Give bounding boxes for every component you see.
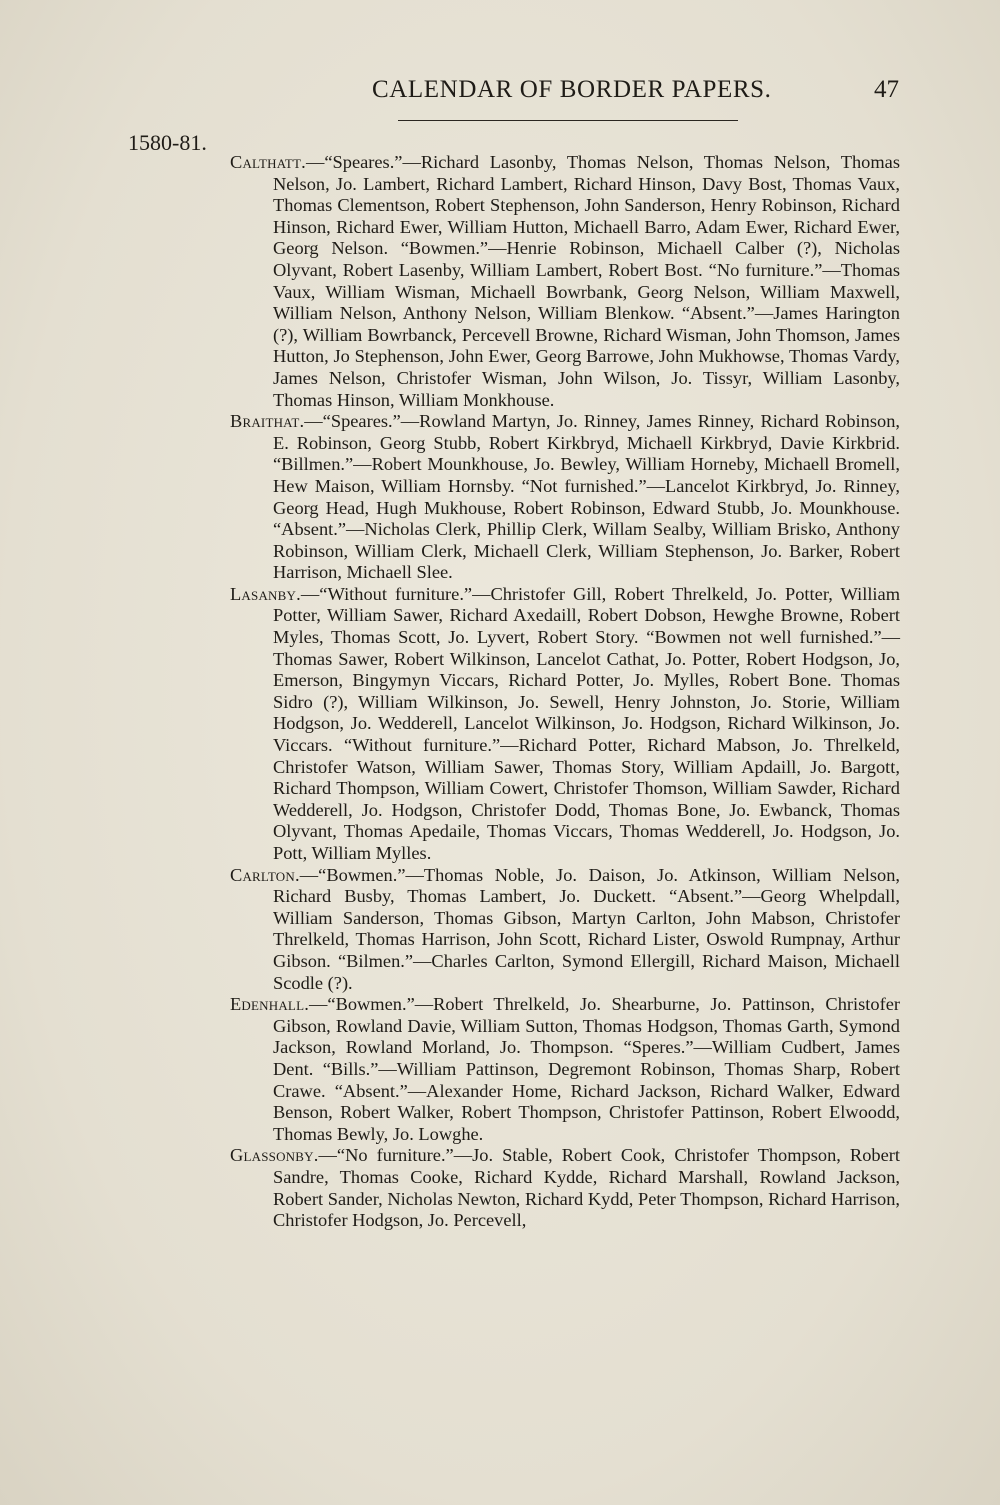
entry-text: —“Bowmen.”—Robert Threlkeld, Jo. Shearburne, Jo. Pattinson, Christofer Gibson, Rowland Davie, William Sutton, Thomas Hodgson, Thomas Garth, Symond Jackson, Rowland Morland, Jo. Thompson. “Speres.”—William Cudbert, James Dent. “Bills.”—William Pattinson, Degremont Robinson, Thomas Sharp, Robert Crawe. “Absent.”—Alexander Home, Richard Jackson, Richard Walker, Edward Benson, Robert Walker, Robert Thompson, Christofer Pattinson, Robert Elwoodd, Thomas Bewly, Jo. Lowghe.	[273, 994, 900, 1144]
place-name: Calthatt.	[230, 152, 306, 172]
header-rule	[398, 120, 738, 121]
entry-carlton	[230, 865, 900, 995]
place-name: Carlton.	[230, 864, 300, 885]
entry-text: —“No furniture.”—Jo. Stable, Robert Cook, Christofer Thompson, Robert Sandre, Thomas Cooke, Richard Kydde, Richard Marshall, Rowland Jackson, Robert Sander, Nicholas Newton, Richard Kydd, Peter Thompson, Richard Harrison, Christofer Hodgson, Jo. Percevell,	[273, 1145, 900, 1231]
place-name: Edenhall.	[230, 994, 310, 1015]
running-title: CALENDAR OF BORDER PAPERS.	[372, 76, 772, 103]
entry-edenhall	[230, 994, 900, 1145]
running-head	[0, 76, 1000, 112]
entries-list	[230, 152, 900, 1232]
entry-glassonby	[230, 1145, 900, 1231]
entry-text: —“Speares.”—Richard Lasonby, Thomas Nelson, Thomas Nelson, Thomas Nelson, Jo. Lambert, Richard Lambert, Richard Hinson, Davy Bost, Thomas Vaux, Thomas Clementson, Robert Stephenson, John Sanderson, Henry Robinson, Richard Hinson, Richard Ewer, William Hutton, Michaell Barro, Adam Ewer, Richard Ewer, Georg Nelson. “Bowmen.”—Henrie Robinson, Michaell Calber (?), Nicholas Olyvant, Robert Lasenby, William Lambert, Robert Bost. “No furniture.”—Thomas Vaux, William Wisman, Michaell Bowrbank, Georg Nelson, William Maxwell, William Nelson, Anthony Nelson, William Blenkow. “Absent.”—James Harington (?), William Bowrbanck, Percevell Browne, Richard Wisman, John Thomson, James Hutton, Jo Stephenson, John Ewer, Georg Barrowe, John Mukhowse, Thomas Vardy, James Nelson, Christofer Wisman, John Wilson, Jo. Tissyr, William Lasonby, Thomas Hinson, William Monkhouse.	[273, 152, 900, 410]
page-number: 47	[874, 76, 899, 103]
entry-text: —“Without furniture.”—Christofer Gill, Robert Threlkeld, Jo. Potter, William Potter, William Sawer, Richard Axedaill, Robert Dobson, Hewghe Browne, Robert Myles, Thomas Scott, Jo. Lyvert, Robert Story. “Bowmen not well furnished.”—Thomas Sawer, Robert Wilkinson, Lancelot Cathat, Jo. Potter, Robert Hodgson, Jo, Emerson, Bingymyn Viccars, Richard Potter, Jo. Mylles, Robert Bone. Thomas Sidro (?), William Wilkinson, Jo. Sewell, Henry Johnston, Jo. Storie, William Hodgson, Jo. Wedderell, Lancelot Wilkinson, Jo. Hodgson, Richard Wilkinson, Jo. Viccars. “Without furniture.”—Richard Potter, Richard Mabson, Jo. Threlkeld, Christofer Watson, William Sawer, Thomas Story, William Apdaill, Jo. Bargott, Richard Thompson, William Cowert, Christofer Thomson, William Sawder, Richard Wedderell, Jo. Hodgson, Christofer Dodd, Thomas Bone, Jo. Ewbanck, Thomas Olyvant, Thomas Apedaile, Thomas Viccars, Thomas Wedderell, Jo. Hodgson, Jo. Pott, William Mylles.	[273, 583, 900, 863]
entry-braithat	[230, 411, 900, 584]
date-label: 1580-81.	[128, 130, 207, 155]
place-name: Glassonby.	[230, 1145, 319, 1166]
entry-lasanby	[230, 584, 900, 865]
place-name: Lasanby.	[230, 583, 301, 604]
entry-text: —“Bowmen.”—Thomas Noble, Jo. Daison, Jo. Atkinson, William Nelson, Richard Busby, Thomas Lambert, Jo. Duckett. “Absent.”—Georg Whelpdall, William Sanderson, Thomas Gibson, Martyn Carlton, John Mabson, Christofer Threlkeld, Thomas Harrison, John Scott, Richard Lister, Oswold Rumpnay, Arthur Gibson. “Bilmen.”—Charles Carlton, Symond Ellergill, Richard Maison, Michaell Scodle (?).	[273, 864, 900, 993]
entry-calthatt	[230, 152, 900, 411]
place-name: Braithat.	[230, 411, 305, 432]
entry-text: —“Speares.”—Rowland Martyn, Jo. Rinney, James Rinney, Richard Robinson, E. Robinson, Georg Stubb, Robert Kirkbryd, Michaell Kirkbryd, Davie Kirkbrid. “Billmen.”—Robert Mounkhouse, Jo. Bewley, William Horneby, Michaell Bromell, Hew Maison, William Hornsby. “Not furnished.”—Lancelot Kirkbryd, Jo. Rinney, Georg Head, Hugh Mukhouse, Robert Robinson, Edward Stubb, Jo. Mounkhouse. “Absent.”—Nicholas Clerk, Phillip Clerk, Willam Sealby, William Brisko, Anthony Robinson, William Clerk, Michaell Clerk, William Stephenson, Jo. Barker, Robert Harrison, Michaell Slee.	[273, 411, 900, 583]
